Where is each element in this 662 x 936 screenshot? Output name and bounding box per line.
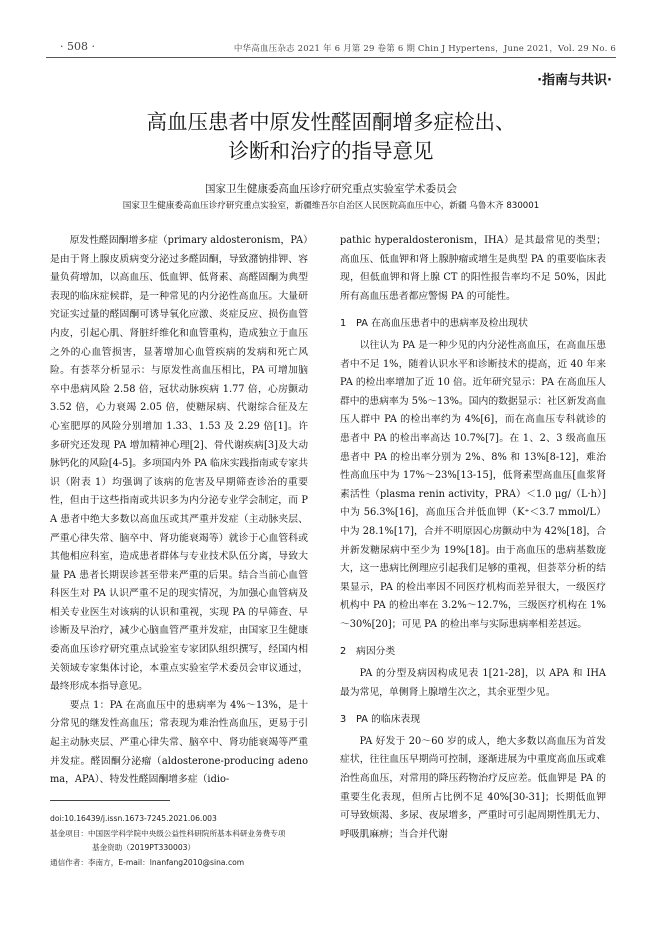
section-heading-1: 1 PA 在高血压患者中的患病率及检出现状 <box>340 318 528 330</box>
title-line-2: 诊断和治疗的指导意见 <box>228 139 434 163</box>
author-affiliation: 国家卫生健康委高血压诊疗研究重点实验室，新疆维吾尔自治区人民医院高血压中心，新疆 乌鲁木齐 830001 <box>122 201 540 211</box>
author-organization: 国家卫生健康委高血压诊疗研究重点实验室学术委员会 <box>205 183 457 195</box>
continued-paragraph: pathic hyperaldosteronism，IHA）是其最常见的类型；高血压、低血钾和肾上腺肿瘤或增生是典型 PA 的重要临床表现，但低血钾和肾上腺 CT 的阳性报告率均不足 50%，因此所有高血压患者都应警惕 PA 的可能性。 <box>340 235 606 302</box>
journal-header: 中华高血压杂志 2021 年 6 月第 29 卷第 6 期 Chin J Hypertens，June 2021，Vol. 29 No. 6 <box>233 44 616 54</box>
funding-line-2: 基金资助（2019PT330003） <box>92 843 196 852</box>
article-title <box>0 108 662 166</box>
section-tag: ·指南与共识· <box>537 73 612 88</box>
funding-line-1: 基金项目：中国医学科学院中央级公益性科研院所基本科研业务费专项 <box>50 828 286 838</box>
footnotes <box>50 812 312 870</box>
page-number: · 508 · <box>60 40 95 53</box>
correspondence: 通信作者：李南方，E-mail：lnanfang2010@sina.com <box>50 857 245 867</box>
right-column <box>340 232 606 844</box>
header-rule <box>46 57 616 58</box>
intro-paragraph: 原发性醛固酮增多症（primary aldosteronism，PA）是由于肾上腺皮质病变分泌过多醛固酮，导致潴钠排钾、容量负荷增加，以高血压、低血钾、低肾素、高醛固酮为典型表现的临床症候群，是一种常见的内分泌性高血压。大量研究证实过量的醛固酮可诱导氧化应激、炎症反应、损伤血管内皮，引起心肌、肾脏纤维化和血管重构，造成独立于血压之外的心血管损害，显著增加心血管疾病的发病和死亡风险。有荟萃分析显示：与原发性高血压相比，PA 可增加脑卒中患病风险 2.58 倍，冠状动脉疾病 1.77 倍，心房颤动 3.52 倍，心力衰竭 2.05 倍，使糖尿病、代谢综合征及左心室肥厚的风险分别增加 1.33、1.53 及 2.29 倍[1]。许多研究还发现 PA 增加精神心理[2]、骨代谢疾病[3]及大动脉钙化的风险[4-5]。多项国内外 PA 临床实践指南或专家共识（附表 1）均强调了该病的危害及早期筛查诊治的重要性，但由于这些指南或共识多为内分泌专业学会制定，而 PA 患者中绝大多数以高血压或其严重并发症（主动脉夹层、严重心律失常、脑卒中、肾功能衰竭等）就诊于心血管科或其他相应科室，造成患者群体与专业技术队伍分离，导致大量 PA 患者长期误诊甚至带来严重的后果。结合当前心血管科医生对 PA 认识严重不足的现实情况，为加强心血管病及相关专业医生对该病的认识和重视，实现 PA 的早筛查、早诊断及早治疗，减少心脑血管严重并发症，由国家卫生健康委高血压诊疗研究重点试验室专家团队组织撰写，经国内相关领域专家集体讨论，本重点实验室学术委员会审议通过，最终形成本指导意见。 <box>50 235 308 693</box>
section-heading-2: 2 病因分类 <box>340 646 396 658</box>
section-2-paragraph: PA 的分型及病因构成见表 1[21-28]，以 APA 和 IHA 最为常见，单侧肾上腺增生次之，其余亚型少见。 <box>340 668 606 698</box>
section-heading-3: 3 PA 的临床表现 <box>340 714 421 726</box>
doi: doi:10.16439/j.issn.1673-7245.2021.06.003 <box>50 814 217 823</box>
left-column <box>50 232 308 790</box>
key-point-1: 要点 1：PA 在高血压中的患病率为 4%～13%，是十分常见的继发性高血压；常表现为难治性高血压，更易于引起主动脉夹层、严重心律失常、脑卒中、肾功能衰竭等严重并发症。醛固酮分泌瘤（aldosterone-producing adenoma，APA）、特发性醛固酮增多症（idio- <box>50 699 308 786</box>
section-3-paragraph: PA 好发于 20～60 岁的成人，绝大多数以高血压为首发症状，往往血压早期尚可控制，逐渐进展为中重度高血压或难治性高血压，对常用的降压药物治疗反应差。低血钾是 PA 的重要生化表现，但所占比例不足 40%[30-31]；长期低血钾可导致烦渴、多尿、夜尿增多，严重时可引起周期性肌无力、呼吸肌麻痹；当合并代谢 <box>340 735 606 840</box>
title-line-1: 高血压患者中原发性醛固酮增多症检出、 <box>146 110 516 134</box>
footnote-rule <box>50 800 170 801</box>
section-1-paragraph: 以往认为 PA 是一种少见的内分泌性高血压，在高血压患者中不足 1%，随着认识水平和诊断技术的提高，近 40 年来 PA 的检出率增加了近 10 倍。近年研究显示：PA 在高血压人群中的患病率为 5%～13%。国内的数据显示：社区新发高血压人群中 PA 的检出率约为 4%[6]，而在高血压专科就诊的患者中 PA 的检出率高达 10.7%[7]。在 1、2、3 级高血压患者中 PA 的检出率分别为 2%、8% 和 13%[8-12]，难治性高血压中为 17%～23%[13-15]，低肾素型高血压[血浆肾素活性（plasma renin activity，PRA）＜1.0 μg/（L·h）]中为 56.3%[16]，高血压合并低血钾（K⁺＜3.7 mmol/L）中为 28.1%[17]，合并不明原因心房颤动中为 42%[18]，合并新发糖尿病中至少为 19%[18]。由于高血压的患病基数庞大，这一患病比例理应引起我们足够的重视，但荟萃分析的结果显示，PA 的检出率因不同医疗机构而差异很大，一级医疗机构中 PA 的检出率在 3.2%～12.7%，三级医疗机构在 1%～30%[20]；可见 PA 的检出率与实际患病率相差甚远。 <box>340 339 606 630</box>
